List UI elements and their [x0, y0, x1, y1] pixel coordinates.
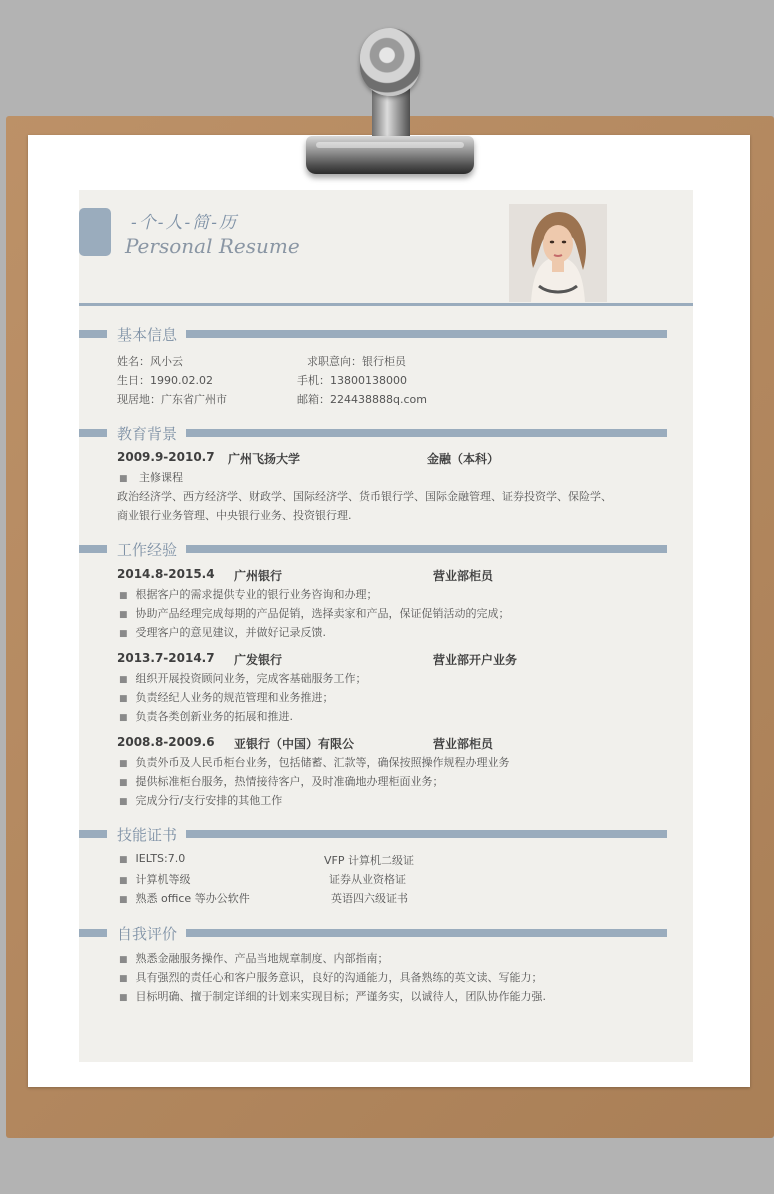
skill-item: 英语四六级证书: [331, 892, 408, 905]
list-item: [119, 950, 389, 966]
self-eval-item: 熟悉金融服务操作、产品当地规章制度、内部指南；: [135, 952, 389, 965]
education-period: 2009.9-2010.7: [117, 450, 215, 464]
section-title: 自我评价: [117, 925, 178, 943]
job-intent-field: 求职意向：银行柜员: [307, 355, 406, 368]
list-item: [119, 605, 510, 621]
bullet-icon: ■: [119, 797, 128, 807]
job-duty: 完成分行/支行安排的其他工作: [135, 794, 283, 807]
list-item: [119, 624, 326, 640]
job-duty: 负责各类创新业务的拓展和推进.: [135, 710, 294, 723]
job-position: 营业部柜员: [433, 737, 494, 751]
resume-title-cn: -个-人-简-历: [131, 213, 238, 233]
job-period: 2014.8-2015.4: [117, 567, 215, 581]
list-item: [119, 689, 334, 705]
list-item: [119, 792, 282, 808]
section-title: 基本信息: [117, 326, 178, 344]
phone-field: 手机：13800138000: [297, 374, 407, 387]
bullet-icon: ■: [119, 876, 128, 886]
birthday-field: 生日：1990.02.02: [117, 374, 213, 387]
clip-ring-icon: [360, 28, 420, 96]
bullet-icon: ■: [119, 974, 128, 984]
skill-item: VFP 计算机二级证: [324, 854, 414, 867]
bullet-icon: ■: [119, 675, 128, 685]
section-title: 工作经验: [117, 541, 178, 559]
job-duty: 协助产品经理完成每期的产品促销，选择卖家和产品，保证促销活动的完成；: [135, 607, 510, 620]
skill-item: IELTS:7.0: [135, 852, 186, 865]
section-left-bar: [79, 330, 107, 338]
header-divider: [79, 303, 693, 306]
list-item: [119, 852, 185, 865]
bullet-icon: ■: [119, 855, 128, 865]
job-duty: 提供标准柜台服务，热情接待客户，及时准确地办理柜面业务；: [135, 775, 444, 788]
email-field: 邮箱：224438888q.com: [297, 393, 427, 406]
list-item: [119, 469, 183, 485]
resume-title-en: Personal Resume: [125, 234, 300, 258]
bullet-icon: ■: [119, 610, 128, 620]
job-duty: 根据客户的需求提供专业的银行业务咨询和办理；: [135, 588, 378, 601]
education-school: 广州飞扬大学: [228, 452, 301, 466]
job-company: 亚银行（中国）有限公: [234, 737, 355, 751]
list-item: [119, 708, 293, 724]
name-field: 姓名：风小云: [117, 355, 183, 368]
job-duty: 负责经纪人业务的规范管理和业务推进；: [135, 691, 334, 704]
section-left-bar: [79, 545, 107, 553]
section-title: 教育背景: [117, 425, 178, 443]
section-right-bar: [186, 429, 667, 437]
job-position: 营业部柜员: [433, 569, 494, 583]
list-item: [119, 871, 191, 887]
section-right-bar: [186, 830, 667, 838]
courses-line: 商业银行业务管理、中央银行业务、投资银行理.: [117, 509, 352, 522]
list-item: [119, 773, 444, 789]
skill-item: 证券从业资格证: [329, 873, 406, 886]
header-accent-block: [79, 208, 111, 256]
bullet-icon: ■: [119, 694, 128, 704]
list-item: [119, 754, 510, 770]
section-left-bar: [79, 429, 107, 437]
job-company: 广发银行: [234, 653, 283, 667]
list-item: [119, 586, 378, 602]
bullet-icon: ■: [119, 759, 128, 769]
section-right-bar: [186, 545, 667, 553]
section-right-bar: [186, 929, 667, 937]
list-item: [119, 890, 250, 906]
section-right-bar: [186, 330, 667, 338]
job-company: 广州银行: [234, 569, 283, 583]
job-period: 2008.8-2009.6: [117, 735, 215, 749]
list-item: [119, 988, 546, 1004]
bullet-icon: ■: [119, 474, 128, 484]
job-period: 2013.7-2014.7: [117, 651, 215, 665]
courses-line: 政治经济学、西方经济学、财政学、国际经济学、货币银行学、国际金融管理、证券投资学、保险学、: [117, 490, 612, 503]
bullet-icon: ■: [119, 895, 128, 905]
section-left-bar: [79, 929, 107, 937]
clip-base: [306, 136, 474, 174]
job-duty: 组织开展投资顾问业务，完成客基础服务工作；: [135, 672, 367, 685]
self-eval-item: 目标明确、擅于制定详细的计划来实现目标；严谨务实，以诚待人，团队协作能力强.: [135, 990, 547, 1003]
bullet-icon: ■: [119, 591, 128, 601]
job-duty: 受理客户的意见建议，并做好记录反馈.: [135, 626, 327, 639]
bullet-icon: ■: [119, 629, 128, 639]
section-left-bar: [79, 830, 107, 838]
job-position: 营业部开户业务: [433, 653, 518, 667]
job-duty: 负责外币及人民币柜台业务，包括储蓄、汇款等，确保按照操作规程办理业务: [135, 756, 510, 769]
education-major: 金融（本科）: [427, 452, 500, 466]
profile-photo: [509, 204, 607, 302]
list-item: [119, 670, 367, 686]
section-title: 技能证书: [117, 826, 178, 844]
skill-item: 计算机等级: [135, 873, 191, 886]
skill-item: 熟悉 office 等办公软件: [135, 892, 250, 905]
bullet-icon: ■: [119, 955, 128, 965]
list-item: [119, 969, 543, 985]
address-field: 现居地：广东省广州市: [117, 393, 227, 406]
bullet-icon: ■: [119, 713, 128, 723]
bullet-icon: ■: [119, 778, 128, 788]
bullet-icon: ■: [119, 993, 128, 1003]
self-eval-item: 具有强烈的责任心和客户服务意识，良好的沟通能力，具备熟练的英文读、写能力；: [135, 971, 543, 984]
courses-label: 主修课程: [139, 471, 184, 484]
